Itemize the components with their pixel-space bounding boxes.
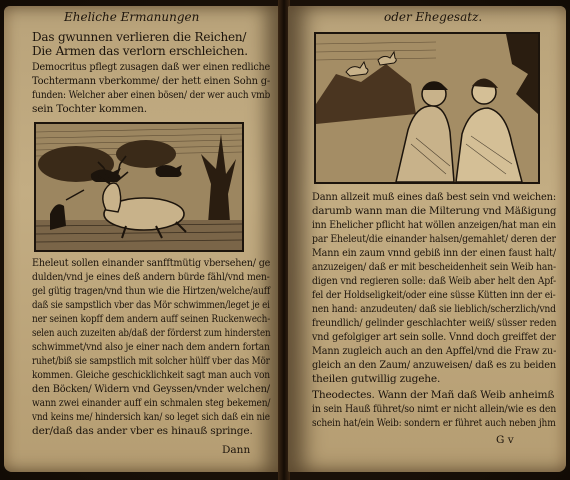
right-text-line: par Eheleut/die einander halsen/gemahlet/ deren der xyxy=(312,233,556,245)
right-text-line: digen vnd regieren solle: daß Weib aber helt den Apf- xyxy=(312,275,556,287)
right-text-line: Mann zugleich auch an den Apffel/vnd die Fraw zu- xyxy=(312,345,557,357)
left-text-line: daß sie sampstlich vber das Mör schwimmen/leget je ei xyxy=(32,299,270,311)
couple-illustration xyxy=(316,34,538,182)
left-text-line: dulden/vnd je eines deß andern bürde fähl/vnd men- xyxy=(32,271,270,283)
left-text-line: vnd keins me/ hindersich kan/ so leget sich daß ein nie xyxy=(32,411,270,423)
right-text-line: schein hat/ein Weib: sondern er führet auch neben jhm xyxy=(312,417,556,429)
right-text-line: Dann allzeit muß eines daß best sein vnd weichen: xyxy=(312,191,556,203)
left-text-line: Tochtermann vberkomme/ der hett einen Sohn g- xyxy=(32,75,271,87)
left-text-line: ner seinen kopff dem andern auff seinen Ruckenwech- xyxy=(32,313,271,325)
right-text-line: nen hand: anzudeuten/ daß sie lieblich/scherzlich/vnd xyxy=(312,303,556,315)
left-page xyxy=(4,6,280,472)
right-text-line: inn Ehelicher pflicht hat wöllen anzeigen/hat man ein xyxy=(312,219,556,231)
left-text-line: der/daß das ander vber es hinauß springe. xyxy=(32,425,253,437)
woodcut-stag-and-hunters xyxy=(34,122,244,252)
right-text-line: theilen gutwillig zugehe. xyxy=(312,373,441,385)
right-text-line: anzuzeigen/ daß er mit bescheidenheit sein Weib han- xyxy=(312,261,556,273)
left-running-head: Eheliche Ermanungen xyxy=(64,10,200,24)
right-text-line: Mann ein zaum vnnd gebiß inn der einen faust halt/ xyxy=(312,247,556,259)
left-text-line: selen auch zuzeiten ab/daß der förderst zum hindersten xyxy=(32,327,271,339)
left-text-line: funden: Welcher aber einen bösen/ der wer auch vmb xyxy=(32,89,271,101)
left-text-line: wann zwei einander auff ein schmalen steg bekemen/ xyxy=(32,397,271,409)
right-text-line: Theodectes. Wann der Mañ daß Weib anheimß xyxy=(312,389,555,401)
left-text-line: den Böcken/ Widern vnd Geyssen/vnder welchen/ xyxy=(32,383,270,395)
left-verse-line-1: Das gwunnen verlieren die Reichen/ xyxy=(32,30,247,44)
right-signature-mark: G v xyxy=(496,434,514,446)
left-text-line: ruhet/biß sie sampstlich mit solcher hülff vber das Mör xyxy=(32,355,270,367)
stag-illustration xyxy=(36,124,242,250)
left-text-line: sein Tochter kommen. xyxy=(32,103,147,115)
left-text-line: Democritus pflegt zusagen daß wer einen redliche xyxy=(32,61,271,73)
right-running-head: oder Ehegesatz. xyxy=(384,10,483,24)
left-text-line: gel gütig tragen/vnd thun wie die Hirtzen/welche/auff xyxy=(32,285,271,297)
right-text-line: vnd gefolgiger art sein solle. Vnnd doch greiffet der xyxy=(312,331,556,343)
right-page xyxy=(288,6,566,472)
right-text-line: in sein Hauß führet/so nimt er nicht allein/wie es den xyxy=(312,403,557,415)
right-text-line: fel der Holdseligkeit/oder eine süsse Kütten inn der ei- xyxy=(312,289,556,301)
right-text-line: freundlich/ gelinder geschlachter weiß/ süsser reden xyxy=(312,317,557,329)
left-verse-line-2: Die Armen das verlorn erschleichen. xyxy=(32,44,248,58)
left-catchword: Dann xyxy=(222,444,251,456)
right-text-line: gleich an den Zaum/ anzuweisen/ daß es zu beiden xyxy=(312,359,556,371)
left-text-line: schwimmet/vnd also je einer nach dem andern fortan xyxy=(32,341,270,353)
woodcut-couple-and-goats xyxy=(314,32,540,184)
left-text-line: Eheleut sollen einander sanfftmütig vbersehen/ ge xyxy=(32,257,271,269)
right-text-line: darumb wann man die Milterung vnd Mäßigung xyxy=(312,205,557,217)
left-text-line: kommen. Gleiche geschicklichkeit sagt man auch von xyxy=(32,369,270,381)
